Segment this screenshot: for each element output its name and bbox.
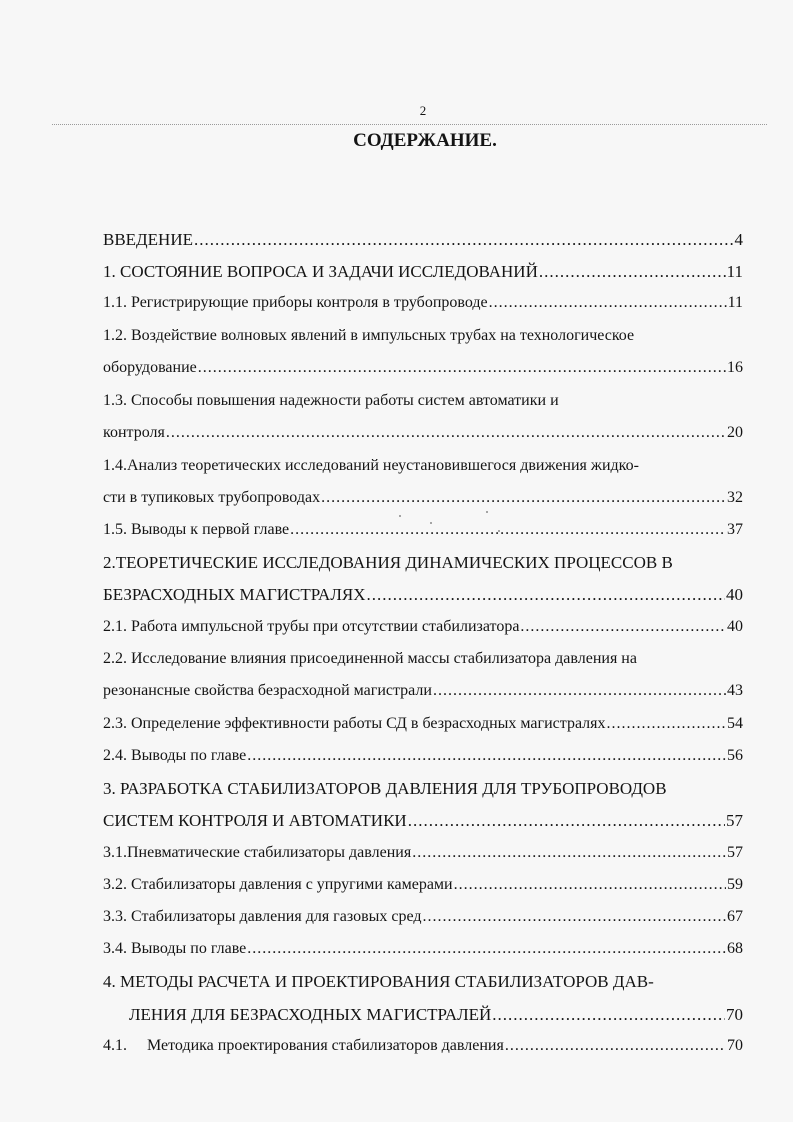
toc-entry-2-2 (103, 682, 743, 706)
toc-entry-2-3 (103, 715, 743, 739)
toc-entry-label: 2.1. Работа импульсной трубы при отсутствии стабилизатора (103, 618, 520, 635)
toc-entry-2-4 (103, 747, 743, 771)
toc-entry-chapter-2-line1: 2.ТЕОРЕТИЧЕСКИЕ ИССЛЕДОВАНИЯ ДИНАМИЧЕСКИХ ПРОЦЕССОВ В (103, 553, 673, 572)
toc-entry-chapter-2 (103, 585, 743, 609)
scan-speck (430, 522, 432, 524)
toc-entry-label: оборудование (103, 359, 197, 376)
toc-page-number: 32 (727, 489, 743, 506)
toc-entry-label: 1. СОСТОЯНИЕ ВОПРОСА И ЗАДАЧИ ИССЛЕДОВАНИЙ (103, 262, 538, 281)
toc-entry-chapter-4 (129, 1005, 743, 1029)
toc-page-number: 70 (726, 1005, 743, 1024)
toc-entry-label: сти в тупиковых трубопроводах (103, 489, 321, 506)
toc-leader-dots (247, 747, 726, 765)
toc-entry-1-3-line1: 1.3. Способы повышения надежности работы систем автоматики и (103, 392, 559, 409)
toc-leader-dots (433, 682, 726, 700)
toc-page-number: 57 (726, 811, 743, 830)
toc-page-number: 43 (727, 682, 743, 699)
toc-entry-3-2 (103, 876, 743, 900)
toc-entry-chapter-4-line1: 4. МЕТОДЫ РАСЧЕТА И ПРОЕКТИРОВАНИЯ СТАБИЛИЗАТОРОВ ДАВ- (103, 972, 654, 991)
scan-speck (399, 515, 401, 517)
toc-page-number: 56 (727, 747, 743, 764)
toc-page-number: 59 (727, 876, 743, 893)
toc-entry-label: 3.1.Пневматические стабилизаторы давления (103, 844, 412, 861)
scan-speck (498, 530, 500, 532)
toc-leader-dots (247, 940, 726, 958)
toc-entry-label: БЕЗРАСХОДНЫХ МАГИСТРАЛЯХ (103, 585, 366, 604)
toc-page-number: 68 (727, 940, 743, 957)
toc-entry-1-3 (103, 424, 743, 448)
toc-leader-dots (412, 844, 726, 862)
toc-entry-1-4-line1: 1.4.Анализ теоретических исследований неустановившегося движения жидко- (103, 457, 639, 474)
toc-entry-1-4 (103, 489, 743, 513)
toc-entry-chapter-1 (103, 262, 743, 286)
toc-page-number: 40 (726, 585, 743, 604)
toc-page-number: 40 (727, 618, 743, 635)
toc-leader-dots (366, 585, 725, 605)
toc-entry-label: 4.1. Методика проектирования стабилизаторов давления (103, 1037, 504, 1054)
toc-entry-label: 1.1. Регистрирующие приборы контроля в трубопроводе (103, 294, 488, 311)
toc-page-number: 54 (727, 715, 743, 732)
toc-leader-dots (321, 489, 726, 507)
page-title: СОДЕРЖАНИЕ. (353, 130, 497, 151)
toc-leader-dots (290, 521, 726, 539)
toc-page-number: 37 (727, 521, 743, 538)
toc-page-number: 70 (727, 1037, 743, 1054)
toc-entry-chapter-3-line1: 3. РАЗРАБОТКА СТАБИЛИЗАТОРОВ ДАВЛЕНИЯ ДЛЯ ТРУБОПРОВОДОВ (103, 779, 667, 798)
toc-leader-dots (492, 1005, 725, 1025)
toc-entry-label: ЛЕНИЯ ДЛЯ БЕЗРАСХОДНЫХ МАГИСТРАЛЕЙ (129, 1005, 492, 1024)
toc-leader-dots (505, 1037, 726, 1055)
toc-entry-label: 3.2. Стабилизаторы давления с упругими камерами (103, 876, 453, 893)
toc-page-number: 11 (726, 262, 743, 281)
toc-entry-label: 3.3. Стабилизаторы давления для газовых сред (103, 908, 422, 925)
toc-entry-label: ВВЕДЕНИЕ (103, 230, 193, 249)
toc-leader-dots (539, 262, 726, 282)
toc-entry-label: 2.4. Выводы по главе (103, 747, 247, 764)
toc-entry-1-2 (103, 359, 743, 383)
toc-page-number: 20 (727, 424, 743, 441)
toc-leader-dots (489, 294, 727, 312)
toc-entry-label: 2.3. Определение эффективности работы СД в безрасходных магистралях (103, 715, 606, 732)
toc-entry-chapter-3 (103, 811, 743, 835)
toc-entry-label: СИСТЕМ КОНТРОЛЯ И АВТОМАТИКИ (103, 811, 407, 830)
toc-entry-3-1 (103, 844, 743, 868)
page-number: 2 (419, 103, 427, 118)
toc-entry-2-1 (103, 618, 743, 642)
toc-page-number: 16 (727, 359, 743, 376)
toc-leader-dots (520, 618, 726, 636)
toc-entry-3-4 (103, 940, 743, 964)
toc-entry-label: 1.5. Выводы к первой главе (103, 521, 290, 538)
toc-leader-dots (423, 908, 726, 926)
toc-leader-dots (166, 424, 726, 442)
toc-entry-1-2-line1: 1.2. Воздействие волновых явлений в импульсных трубах на технологическое (103, 327, 635, 344)
toc-leader-dots (454, 876, 726, 894)
toc-entry-introduction (103, 230, 743, 254)
toc-page-number: 57 (727, 844, 743, 861)
toc-page-number: 67 (727, 908, 743, 925)
toc-leader-dots (198, 359, 726, 377)
toc-entry-1-1 (103, 294, 743, 318)
toc-leader-dots (408, 811, 725, 831)
toc-entry-4-1 (103, 1037, 743, 1061)
toc-entry-3-3 (103, 908, 743, 932)
toc-entry-label: 3.4. Выводы по главе (103, 940, 247, 957)
toc-entry-2-2-line1: 2.2. Исследование влияния присоединенной массы стабилизатора давления на (103, 650, 637, 667)
scan-speck (486, 511, 488, 513)
toc-page-number: 11 (727, 294, 743, 311)
toc-page-number: 4 (734, 230, 743, 249)
toc-leader-dots (194, 230, 734, 250)
toc-entry-1-5 (103, 521, 743, 545)
toc-leader-dots (607, 715, 726, 733)
toc-entry-label: контроля (103, 424, 165, 441)
toc-entry-label: резонансные свойства безрасходной магистрали (103, 682, 432, 699)
